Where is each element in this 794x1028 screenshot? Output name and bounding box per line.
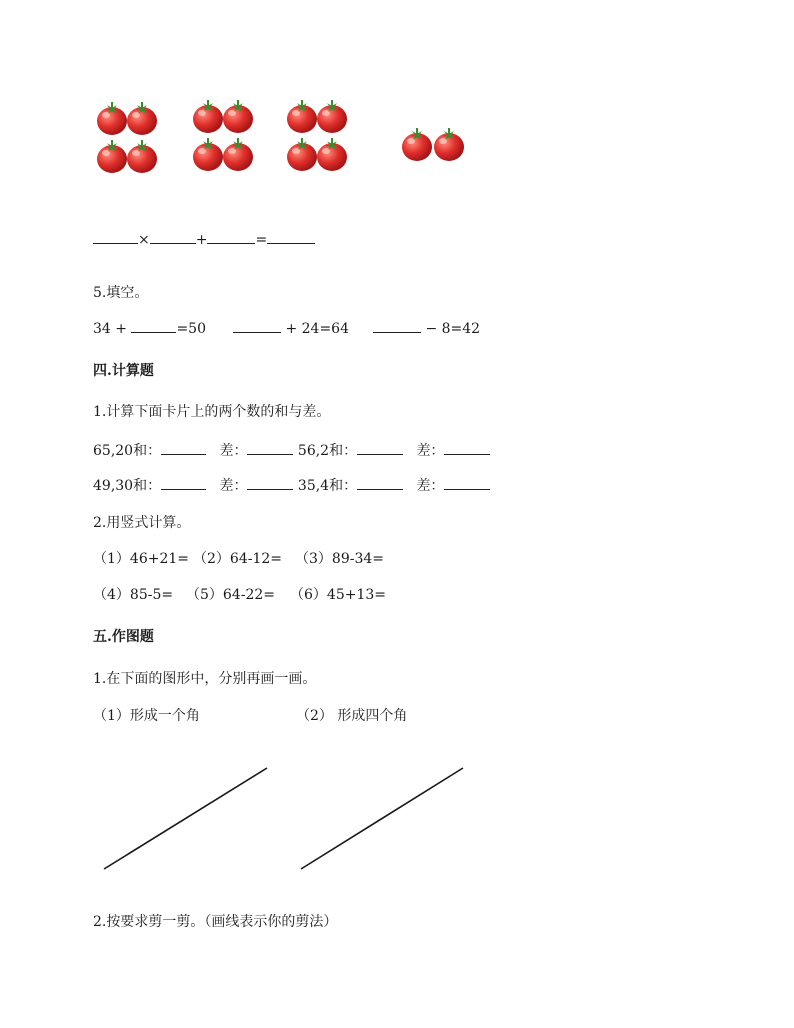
sum-diff-row-1: 65,20和： 差： 56,2和： 差：	[93, 440, 490, 460]
calc-item: （3）89-34=	[295, 551, 384, 567]
calc-item: （5）64-22=	[186, 587, 275, 603]
section4-q2-title: 2.用竖式计算。	[93, 515, 191, 531]
section4-heading: 四.计算题	[93, 363, 154, 379]
q5-eq-2: + 24=64	[233, 318, 349, 337]
calc-item: （6）45+13=	[290, 587, 386, 603]
section5-part2: （2） 形成四个角	[296, 708, 408, 724]
section5-q2-title: 2.按要求剪一剪。（画线表示你的剪法）	[93, 914, 338, 930]
times-sign: ×	[138, 232, 150, 248]
equals-sign: =	[255, 232, 268, 248]
q5-title: 5.填空。	[93, 285, 149, 301]
section5-heading: 五.作图题	[93, 629, 154, 645]
q5-eq-1: 34 + =50	[93, 318, 206, 337]
calc-item: （4）85-5=	[93, 587, 174, 603]
section4-q1-title: 1.计算下面卡片上的两个数的和与差。	[93, 404, 331, 420]
ray-line-2	[301, 768, 463, 869]
plus-sign: +	[195, 232, 208, 248]
section5-q1-title: 1.在下面的图形中，分别再画一画。	[93, 671, 317, 687]
q5-eq-3: − 8=42	[373, 318, 480, 337]
section5-part1: （1）形成一个角	[93, 708, 200, 724]
calc-item: （2）64-12=	[193, 551, 282, 567]
calc-item: （1）46+21=	[93, 551, 189, 567]
sum-diff-row-2: 49,30和： 差： 35,4和： 差：	[93, 475, 490, 495]
ray-line-1	[104, 768, 267, 869]
